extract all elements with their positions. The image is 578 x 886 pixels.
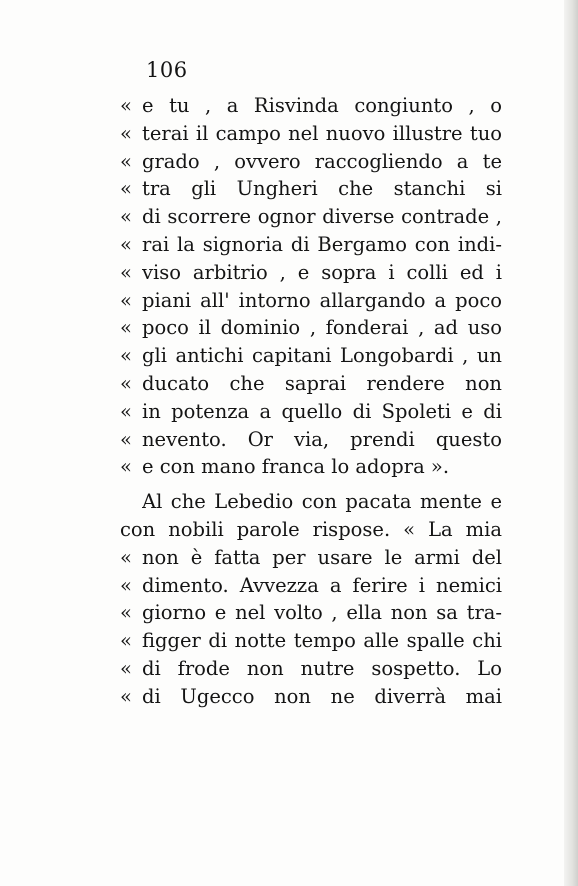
text-line — [120, 516, 502, 544]
line-text: terai il campo nel nuovo illustre tuo — [142, 121, 502, 145]
line-text: e tu , a Risvinda congiunto , o — [142, 94, 502, 117]
text-line — [120, 287, 502, 315]
line-text: rai la signoria di Bergamo con indi- — [142, 232, 502, 256]
quote-mark: « — [120, 573, 132, 597]
text-line — [120, 572, 502, 600]
line-text: nevento. Or via, prendi questo — [142, 427, 502, 451]
quote-mark: « — [120, 601, 132, 625]
text-line — [120, 92, 502, 120]
text-line — [120, 453, 502, 481]
quote-mark: « — [120, 399, 132, 423]
text-line — [120, 314, 502, 342]
line-text: e con mano franca lo adopra ». — [142, 455, 450, 479]
quote-mark: « — [120, 427, 132, 451]
line-text: ducato che saprai rendere non — [142, 371, 502, 395]
line-text: figger di notte tempo alle spalle chi — [142, 629, 502, 653]
quote-mark: « — [120, 629, 132, 653]
text-line — [120, 342, 502, 370]
text-line — [120, 120, 502, 148]
quote-mark: « — [120, 205, 132, 229]
text-line — [120, 426, 502, 454]
quote-mark: « — [120, 545, 132, 569]
line-text: gli antichi capitani Longobardi , un — [142, 344, 502, 368]
quote-mark: « — [120, 656, 132, 680]
text-line — [120, 683, 502, 711]
line-text: poco il dominio , fonderai , ad uso — [142, 316, 502, 340]
body-text — [120, 92, 502, 711]
line-text: tra gli Ungheri che stanchi si — [142, 177, 502, 201]
quote-mark: « — [120, 684, 132, 708]
quote-mark: « — [120, 371, 132, 395]
quote-mark: « — [120, 316, 132, 340]
text-line — [120, 370, 502, 398]
text-line — [120, 259, 502, 287]
line-text: non è fatta per usare le armi del — [142, 545, 502, 569]
text-line — [120, 231, 502, 259]
paragraph-start-line — [120, 488, 502, 516]
line-text: giorno e nel volto , ella non sa tra- — [142, 601, 502, 625]
quote-mark: « — [120, 121, 132, 145]
quote-mark: « — [120, 149, 132, 173]
line-text: con nobili parole rispose. « La mia — [120, 517, 502, 541]
text-line — [120, 599, 502, 627]
quote-mark: « — [120, 94, 132, 117]
page-number: 106 — [146, 58, 188, 82]
text-line — [120, 398, 502, 426]
text-line — [120, 627, 502, 655]
page-edge-shadow — [564, 0, 578, 886]
line-text: di frode non nutre sospetto. Lo — [142, 656, 502, 680]
text-line — [120, 203, 502, 231]
line-text: di Ugecco non ne diverrà mai — [142, 684, 502, 708]
text-line — [120, 544, 502, 572]
line-text: grado , ovvero raccogliendo a te — [142, 149, 502, 173]
line-text: Al che Lebedio con pacata mente e — [142, 490, 502, 514]
line-text: in potenza a quello di Spoleti e di — [142, 399, 502, 423]
line-text: dimento. Avvezza a ferire i nemici — [142, 573, 502, 597]
line-text: di scorrere ognor diverse contrade , — [142, 205, 502, 229]
quote-mark: « — [120, 177, 132, 201]
text-line — [120, 175, 502, 203]
text-line — [120, 655, 502, 683]
quote-mark: « — [120, 232, 132, 256]
quote-mark: « — [120, 288, 132, 312]
paragraph-indent — [120, 488, 142, 516]
line-text: piani all' intorno allargando a poco — [142, 288, 502, 312]
quote-mark: « — [120, 260, 132, 284]
line-text: viso arbitrio , e sopra i colli ed i — [142, 260, 502, 284]
text-line — [120, 148, 502, 176]
quote-mark: « — [120, 455, 132, 479]
quote-mark: « — [120, 344, 132, 368]
